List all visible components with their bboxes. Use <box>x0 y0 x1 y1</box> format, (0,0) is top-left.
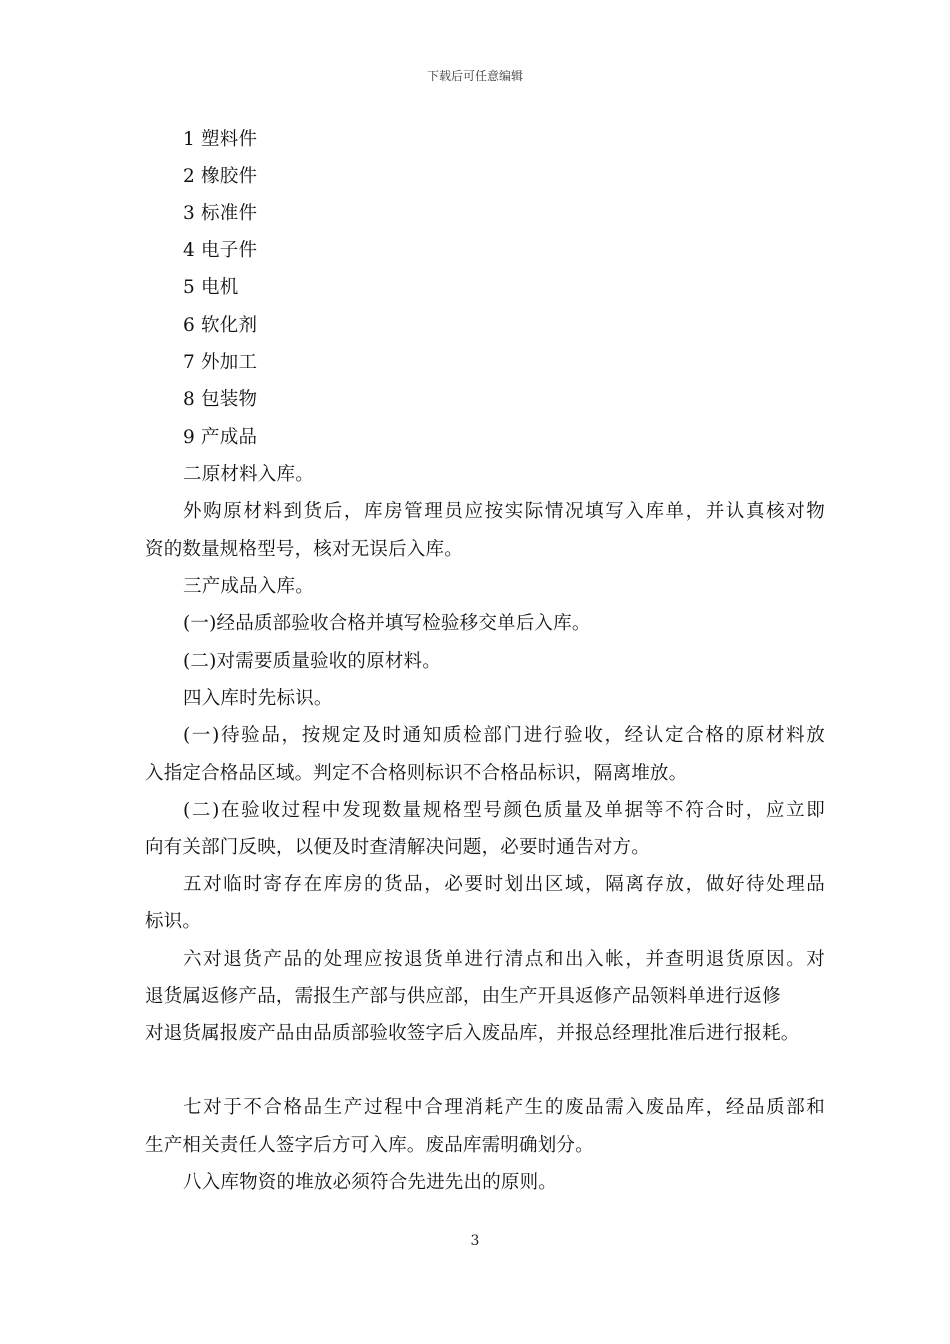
list-item: 4 电子件 <box>183 240 258 261</box>
list-item: 1 塑料件 <box>183 129 258 150</box>
section-heading-2: 二原材料入库。 <box>183 464 314 485</box>
paragraph-line: 向有关部门反映，以便及时查清解决问题，必要时通告对方。 <box>145 837 650 858</box>
list-item: 3 标准件 <box>183 203 258 224</box>
paragraph-line: (一)待验品，按规定及时通知质检部门进行验收，经认定合格的原材料放 <box>183 725 825 746</box>
paragraph-line: (二)对需要质量验收的原材料。 <box>183 651 441 672</box>
list-item: 5 电机 <box>183 277 239 298</box>
paragraph-line: 八入库物资的堆放必须符合先进先出的原则。 <box>183 1172 558 1193</box>
list-item: 2 橡胶件 <box>183 166 258 187</box>
paragraph-line: 退货属返修产品，需报生产部与供应部，由生产开具返修产品领料单进行返修 <box>145 986 781 1007</box>
paragraph-line: 五对临时寄存在库房的货品，必要时划出区域，隔离存放，做好待处理品 <box>183 874 825 895</box>
paragraph-line: 外购原材料到货后，库房管理员应按实际情况填写入库单，并认真核对物 <box>183 501 825 522</box>
paragraph-line: 七对于不合格品生产过程中合理消耗产生的废品需入废品库，经品质部和 <box>183 1097 825 1118</box>
list-item: 8 包装物 <box>183 389 258 410</box>
page-header: 下载后可任意编辑 <box>426 69 523 83</box>
paragraph-line: (二)在验收过程中发现数量规格型号颜色质量及单据等不符合时，应立即 <box>183 800 825 821</box>
paragraph-line: 生产相关责任人签字后方可入库。废品库需明确划分。 <box>145 1135 594 1156</box>
paragraph-line: (一)经品质部验收合格并填写检验移交单后入库。 <box>183 613 591 634</box>
list-item: 9 产成品 <box>183 427 258 448</box>
list-item: 6 软化剂 <box>183 315 258 336</box>
paragraph-line: 对退货属报废产品由品质部验收签字后入废品库，并报总经理批准后进行报耗。 <box>145 1023 800 1044</box>
paragraph-line: 六对退货产品的处理应按退货单进行清点和出入帐，并查明退货原因。对 <box>183 949 825 970</box>
paragraph-line: 标识。 <box>145 911 202 932</box>
paragraph-line: 入指定合格品区域。判定不合格则标识不合格品标识，隔离堆放。 <box>145 763 688 784</box>
section-heading-4: 四入库时先标识。 <box>183 688 333 709</box>
list-item: 7 外加工 <box>183 352 258 373</box>
section-heading-3: 三产成品入库。 <box>183 576 314 597</box>
page-number: 3 <box>470 1233 480 1249</box>
paragraph-line: 资的数量规格型号，核对无误后入库。 <box>145 539 463 560</box>
